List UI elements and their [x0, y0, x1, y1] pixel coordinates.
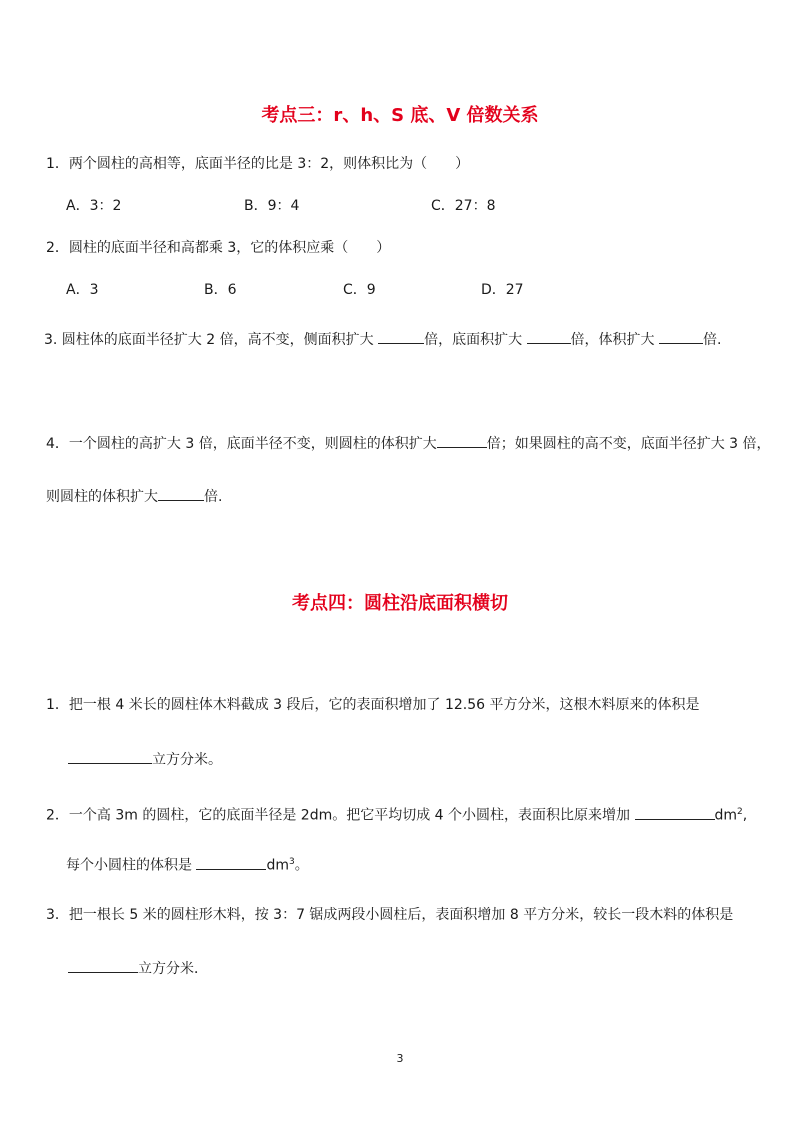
s4-question-2-line2 — [66, 853, 309, 875]
s3-q4-text-2: 倍；如果圆柱的高不变，底面半径扩大 3 倍， — [486, 436, 771, 452]
answer-blank[interactable] — [659, 329, 703, 344]
s3-question-4-line2 — [46, 486, 222, 506]
s4-question-3-line2 — [68, 958, 208, 978]
answer-blank[interactable] — [437, 433, 487, 448]
s3-q3-text-3: 倍，体积扩大 — [570, 332, 659, 348]
s3-q4-text-4: 倍. — [204, 489, 223, 505]
s3-q3-text-1: 3. 圆柱体的底面半径扩大 2 倍，高不变，侧面积扩大 — [44, 332, 379, 348]
answer-blank[interactable] — [196, 855, 266, 870]
s3-q1-option-a: A．3：2 — [66, 198, 122, 214]
s3-q2-option-c: C．9 — [343, 282, 376, 298]
section4-title: 考点四：圆柱沿底面积横切 — [292, 593, 508, 614]
exponent: 2 — [737, 807, 743, 817]
separator: , — [742, 807, 748, 824]
s4-question-1: 1．把一根 4 米长的圆柱体木料截成 3 段后，它的表面积增加了 12.56 平方分米，这根木料原来的体积是 — [46, 697, 700, 713]
answer-blank[interactable] — [158, 486, 204, 501]
answer-blank[interactable] — [68, 749, 152, 764]
s3-question-2: 2．圆柱的底面半径和高都乘 3，它的体积应乘（ ） — [46, 240, 391, 256]
s4-q2-text-1: 2．一个高 3m 的圆柱，它的底面半径是 2dm。把它平均切成 4 个小圆柱，表面积比原来增加 — [46, 807, 635, 824]
s4-question-3: 3．把一根长 5 米的圆柱形木料，按 3：7 锯成两段小圆柱后，表面积增加 8 平方分米，较长一段木料的体积是 — [46, 907, 734, 923]
period: 。 — [294, 857, 309, 874]
answer-blank[interactable] — [635, 805, 715, 820]
s3-q4-text-3: 则圆柱的体积扩大 — [46, 489, 158, 505]
s3-q1-option-c: C．27：8 — [431, 198, 496, 214]
unit-dm: dm — [266, 857, 289, 874]
s3-q2-option-a: A．3 — [66, 282, 99, 298]
s3-question-1: 1．两个圆柱的高相等，底面半径的比是 3：2，则体积比为（ ） — [46, 156, 470, 172]
s4-q1-suffix: 立方分米。 — [152, 752, 222, 768]
answer-blank[interactable] — [378, 329, 424, 344]
s3-q1-option-b: B．9：4 — [244, 198, 300, 214]
answer-blank[interactable] — [527, 329, 571, 344]
exponent: 3 — [288, 857, 295, 867]
s4-q3-suffix: 立方分米． — [138, 961, 208, 977]
s3-q2-option-b: B．6 — [204, 282, 237, 298]
s3-question-4 — [46, 433, 771, 453]
s3-q3-text-2: 倍，底面积扩大 — [424, 332, 527, 348]
s3-q4-text-1: 4．一个圆柱的高扩大 3 倍，底面半径不变，则圆柱的体积扩大 — [46, 436, 437, 452]
unit-dm: dm — [714, 807, 738, 824]
page-number: 3 — [396, 1052, 404, 1065]
s4-question-1-line2 — [68, 749, 222, 769]
s3-q2-option-d: D．27 — [481, 282, 524, 298]
section3-title: 考点三：r、h、S 底、V 倍数关系 — [261, 105, 539, 126]
s3-question-3 — [44, 329, 721, 349]
s4-q2-text-2: 每个小圆柱的体积是 — [66, 857, 197, 874]
s4-question-2 — [46, 803, 747, 825]
s3-q3-text-4: 倍. — [702, 332, 722, 348]
answer-blank[interactable] — [68, 958, 138, 973]
